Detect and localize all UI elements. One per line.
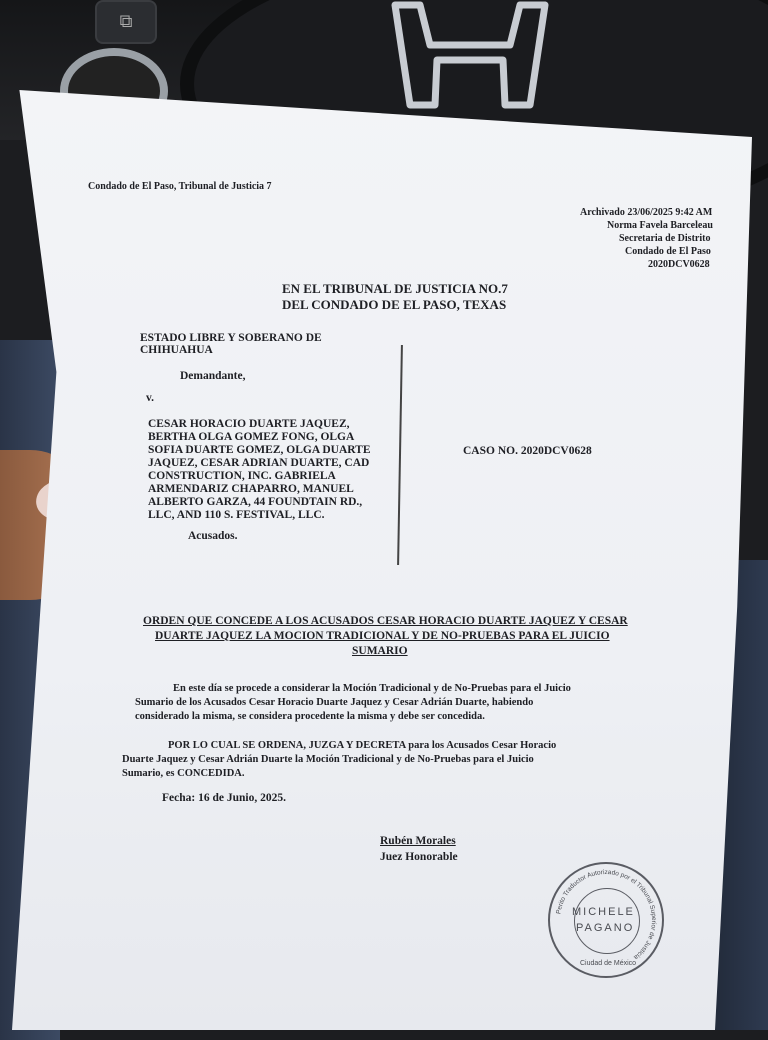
seal-city: Ciudad de México (580, 960, 637, 967)
plaintiff-role: Demandante, (180, 370, 246, 382)
court-header: Condado de El Paso, Tribunal de Justicia 7 (88, 181, 272, 192)
judge-title: Juez Honorable (380, 851, 458, 863)
seal-name2: PAGANO (576, 922, 635, 934)
defendant-line: ARMENDARIZ CHAPARRO, MANUEL (148, 483, 354, 495)
paragraph2-line3: Sumario, es CONCEDIDA. (122, 768, 245, 779)
county-name: Condado de El Paso (625, 246, 711, 257)
paragraph1-line2: Sumario de los Acusados Cesar Horacio Duarte Jaquez y Cesar Adrián Duarte, habiendo (135, 697, 534, 708)
case-number: CASO NO. 2020DCV0628 (463, 445, 592, 457)
order-date: Fecha: 16 de Junio, 2025. (162, 792, 286, 804)
car-button-icon: ⧉ (95, 0, 157, 44)
plaintiff-line1: ESTADO LIBRE Y SOBERANO DE (140, 332, 322, 344)
defendant-line: CONSTRUCTION, INC. GABRIELA (148, 470, 336, 482)
defendant-line: LLC, AND 110 S. FESTIVAL, LLC. (148, 509, 325, 521)
judge-name: Rubén Morales (380, 835, 456, 847)
court-title-line2: DEL CONDADO DE EL PASO, TEXAS (282, 297, 507, 312)
paragraph1-line3: considerado la misma, se considera procedente la misma y debe ser concedida. (135, 711, 485, 722)
car-logo-icon (385, 0, 555, 112)
plaintiff-line2: CHIHUAHUA (140, 344, 213, 356)
defendant-line: BERTHA OLGA GOMEZ FONG, OLGA (148, 431, 355, 443)
seal-name1: MICHELE (572, 906, 635, 918)
versus: v. (146, 392, 154, 404)
defendant-line: JAQUEZ, CESAR ADRIAN DUARTE, CAD (148, 457, 370, 469)
order-title-line1: ORDEN QUE CONCEDE A LOS ACUSADOS CESAR HORACIO DUARTE JAQUEZ Y CESAR (143, 615, 628, 627)
translator-seal (548, 862, 664, 978)
filed-date: Archivado 23/06/2025 9:42 AM (580, 207, 713, 218)
paragraph1-line1: En este día se procede a considerar la Moción Tradicional y de No-Pruebas para el Juicio (173, 683, 571, 694)
paragraph2-line2: Duarte Jaquez y Cesar Adrián Duarte la Moción Tradicional y de No-Pruebas para el Juicio (122, 754, 534, 765)
defendant-line: ALBERTO GARZA, 44 FOUNDTAIN RD., (148, 496, 363, 508)
order-title-line2: DUARTE JAQUEZ LA MOCION TRADICIONAL Y DE NO-PRUEBAS PARA EL JUICIO (155, 630, 610, 642)
court-title-line1: EN EL TRIBUNAL DE JUSTICIA NO.7 (282, 281, 508, 296)
seal-ring-label: Perito Traductor Autorizado por el Tribunal Superior de Justicia (555, 868, 658, 961)
order-title-line3: SUMARIO (352, 645, 408, 657)
defendant-line: SOFIA DUARTE GOMEZ, OLGA DUARTE (148, 444, 371, 456)
header-case-code: 2020DCV0628 (648, 259, 710, 270)
defendant-role: Acusados. (188, 530, 238, 542)
paragraph2-line1: POR LO CUAL SE ORDENA, JUZGA Y DECRETA para los Acusados Cesar Horacio (168, 740, 557, 751)
clerk-title: Secretaria de Distrito (619, 233, 711, 244)
clerk-name: Norma Favela Barceleau (607, 220, 713, 231)
defendant-line: CESAR HORACIO DUARTE JAQUEZ, (148, 418, 350, 430)
